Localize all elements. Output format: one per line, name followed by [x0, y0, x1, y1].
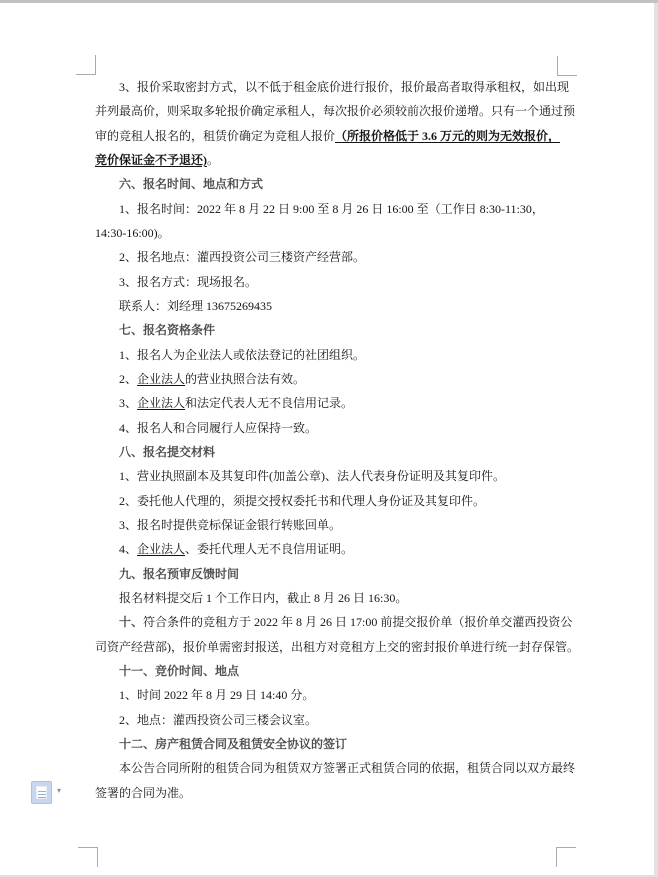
document-lines	[95, 75, 579, 805]
text-run: 3、报名时提供竞标保证金银行转账回单。	[119, 517, 342, 532]
text-run: 十二、房产租赁合同及租赁安全协议的签订	[119, 736, 348, 751]
text-run: 、委托代理人无不良信用证明。	[185, 542, 354, 557]
text-run: 联系人：刘经理 13675269435	[119, 298, 273, 313]
doc-heading-line	[95, 172, 557, 196]
text-run: 1、时间 2022 年 8 月 29 日 14:40 分。	[119, 688, 315, 703]
text-boundary-mark-bottom-right	[556, 847, 576, 867]
doc-heading-line	[95, 562, 557, 586]
doc-text-line	[95, 99, 576, 123]
text-run: 4、	[119, 542, 138, 557]
doc-text-line	[95, 610, 573, 634]
text-run: 2、委托他人代理的，须提交授权委托书和代理人身份证及其复印件。	[119, 493, 486, 508]
text-run: 十一、竞价时间、地点	[119, 663, 240, 678]
doc-text-line	[95, 464, 557, 488]
doc-heading-line	[95, 318, 557, 342]
doc-text-line	[95, 781, 557, 805]
doc-text-line	[95, 537, 557, 561]
doc-text-line	[95, 124, 561, 148]
paste-options-widget	[31, 781, 61, 804]
text-run: 竞价保证金不予退还)	[95, 152, 207, 167]
text-run: 企业法人	[137, 396, 186, 411]
doc-text-line	[95, 245, 557, 269]
text-boundary-mark-bottom-left	[78, 847, 98, 867]
text-run: 审的竞租人报名的，租赁价确定为竞租人报价	[95, 128, 336, 143]
text-run: 3、报名方式：现场报名。	[119, 274, 258, 289]
text-run: 司资产经营部)，报价单需密封报送，出租方对竞租方上交的密封报价单进行统一封存保管。	[95, 639, 579, 654]
doc-text-line	[95, 221, 557, 245]
text-run: 。	[207, 152, 220, 167]
text-run: 3、报价采取密封方式，以不低于租金底价进行报价，报价最高者取得承租权，如出现	[119, 80, 570, 94]
text-run: 十、	[119, 615, 144, 630]
doc-text-line	[95, 635, 579, 659]
text-run: 并列最高价，则采取多轮报价确定承租人，每次报价必须较前次报价递增。只有一个通过预	[95, 104, 576, 119]
window-top-edge	[0, 0, 658, 3]
text-run: 企业法人	[137, 542, 186, 557]
doc-text-line	[95, 148, 557, 172]
text-run: 九、报名预审反馈时间	[119, 566, 240, 581]
doc-text-line	[95, 513, 557, 537]
text-run: 八、报名提交材料	[119, 444, 216, 459]
doc-heading-line	[95, 732, 557, 756]
text-run: 2、地点：灌西投资公司三楼会议室。	[119, 712, 318, 727]
text-boundary-mark-top-right	[557, 56, 577, 76]
text-run: 4、报名人和合同履行人应保持一致。	[119, 420, 318, 435]
paste-options-icon	[36, 786, 47, 799]
doc-text-line	[95, 270, 557, 294]
doc-text-line	[95, 586, 557, 610]
doc-text-line	[95, 294, 557, 318]
doc-text-line	[95, 391, 557, 415]
doc-text-line	[95, 75, 570, 99]
text-run: 六、报名时间、地点和方式	[119, 177, 264, 192]
text-run: 企业法人	[137, 371, 186, 386]
text-run: 1、报名时间：2022 年 8 月 22 日 9:00 至 8 月 26 日 16:00 至（工作日 8:30-11:30，	[119, 201, 544, 216]
text-run: 14:30-16:00)。	[95, 225, 170, 240]
doc-text-line	[95, 416, 557, 440]
text-run: 1、报名人为企业法人或依法登记的社团组织。	[119, 347, 366, 362]
doc-heading-line	[95, 659, 557, 683]
doc-text-line	[95, 367, 557, 391]
text-run: （所报价格低于 3.6 万元的则为无效报价，	[335, 128, 561, 143]
paste-options-button[interactable]	[31, 781, 52, 804]
doc-text-line	[95, 489, 557, 513]
text-run: 本公告合同所附的租赁合同为租赁双方签署正式租赁合同的依据，租赁合同以双方最终	[119, 761, 576, 776]
window-right-edge	[654, 3, 658, 875]
doc-text-line	[95, 683, 557, 707]
text-run: 的营业执照合法有效。	[185, 371, 306, 386]
doc-text-line	[95, 197, 557, 221]
doc-text-line	[95, 708, 557, 732]
text-run: 报名材料提交后 1 个工作日内，截止 8 月 26 日 16:30。	[119, 590, 408, 605]
doc-text-line	[95, 343, 557, 367]
text-run: 3、	[119, 396, 138, 411]
text-run: 2、报名地点：灌西投资公司三楼资产经营部。	[119, 250, 366, 265]
text-run: 七、报名资格条件	[119, 323, 216, 338]
text-boundary-mark-top-left	[76, 55, 96, 75]
text-run: 1、营业执照副本及其复印件(加盖公章)、法人代表身份证明及其复印件。	[119, 469, 505, 484]
text-run: 和法定代表人无不良信用记录。	[185, 396, 354, 411]
text-run: 签署的合同为准。	[95, 785, 192, 800]
doc-heading-line	[95, 440, 557, 464]
text-run: 2、	[119, 371, 138, 386]
text-run: 符合条件的竞租方于 2022 年 8 月 26 日 17:00 前提交报价单（报价单交灌西投资公	[143, 615, 573, 630]
doc-text-line	[95, 756, 576, 780]
chevron-down-icon[interactable]: ▾	[57, 786, 62, 795]
